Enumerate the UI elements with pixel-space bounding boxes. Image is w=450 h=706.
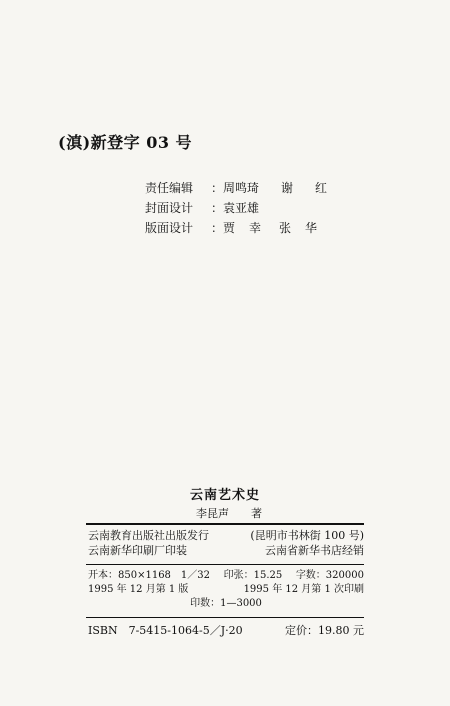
credit-name: 谢 [281,181,294,195]
credit-label: 版面设计 [145,221,194,235]
publisher-name: 云南教育出版社出版发行 [88,529,209,542]
credit-name: 张 [279,221,292,235]
credit-names [223,178,349,198]
credit-name: 周鸣琦 [223,181,260,195]
credit-name: 幸 [249,221,262,235]
distributor-name: 云南省新华书店经销 [265,544,364,557]
credit-row-editor [145,178,349,198]
publisher-address: (昆明市书林街 100 号) [250,529,364,542]
credit-name: 贾 [223,221,236,235]
credit-separator: ： [211,221,224,235]
print-run-text: 印数：1—3000 [190,598,262,609]
credit-row-layout-design [145,218,349,238]
credit-name: 袁亚雄 [223,201,260,215]
credit-row-cover-design [145,198,349,218]
spec-line-format [88,569,364,583]
sheets-text: 印张：15.25 [223,570,283,581]
publisher-line [88,528,364,543]
spec-line-edition [88,583,364,597]
credit-name: 华 [305,221,318,235]
credit-label: 封面设计 [145,201,194,215]
printing-text: 1995 年 12 月第 1 次印刷 [243,584,364,595]
credit-separator: ： [211,181,224,195]
printer-line [88,543,364,558]
credit-name: 红 [315,181,328,195]
registration-number: (滇)新登字 03 号 [58,133,193,152]
specs-block [88,569,364,611]
format-text: 开本：850×1168 1／32 [88,570,211,581]
credit-label: 责任编辑 [145,181,194,195]
book-title: 云南艺术史 [189,488,260,503]
printer-name: 云南新华印刷厂印装 [88,544,187,557]
publisher-block [88,528,364,558]
middle-rule [86,564,364,565]
author-name: 李昆声 [196,507,229,520]
credit-names [223,198,281,218]
author-line [196,505,262,521]
credit-separator: ： [211,201,224,215]
edition-text: 1995 年 12 月第 1 版 [88,584,189,595]
bottom-rule [86,617,364,618]
top-rule [86,523,364,525]
author-role: 著 [251,507,262,520]
credit-names [223,218,339,238]
word-count-text: 字数：320000 [295,570,364,581]
isbn-line [88,622,364,638]
price-text: 定价：19.80 元 [285,624,364,637]
credits-block [145,178,349,238]
isbn-number: ISBN 7-5415-1064-5／J·20 [88,624,243,637]
